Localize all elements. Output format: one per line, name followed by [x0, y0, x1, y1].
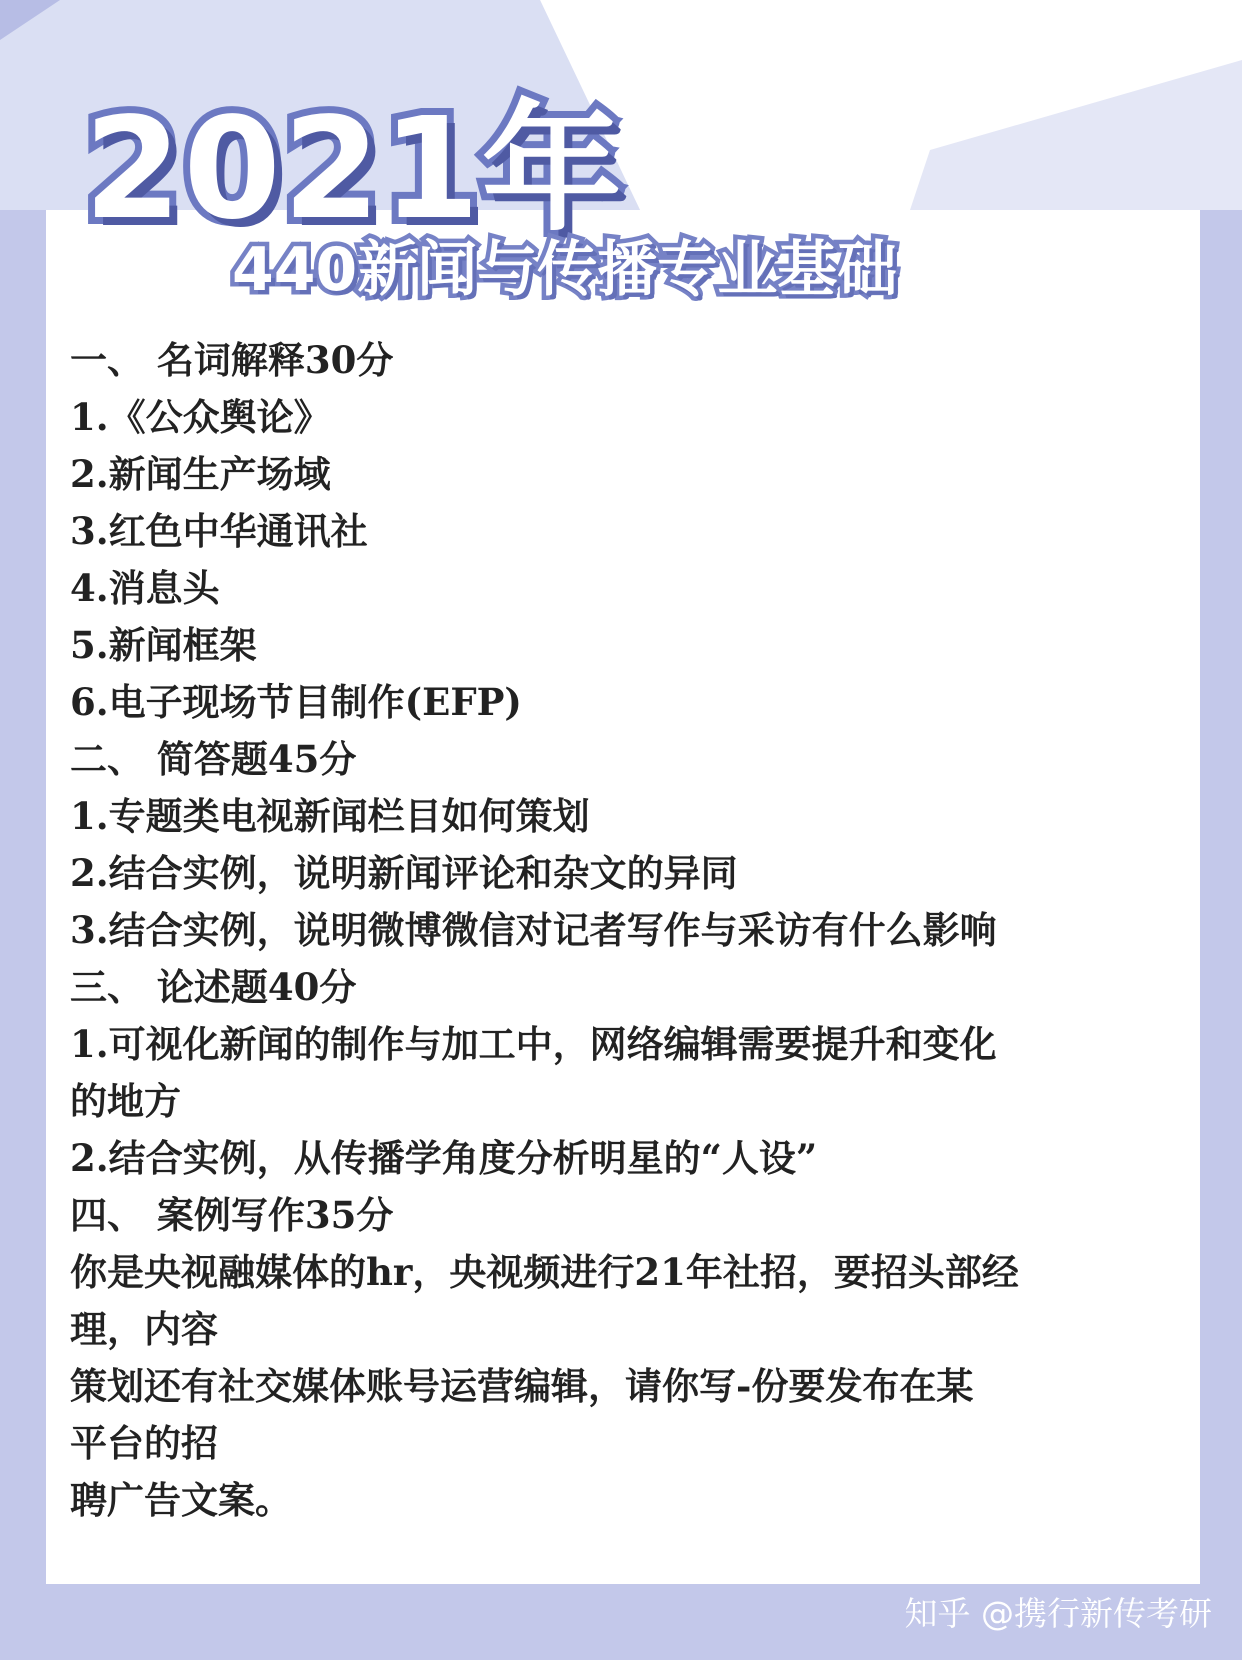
- content-line: 6.电子现场节目制作(EFP): [70, 680, 522, 724]
- content-line: 4.消息头: [70, 566, 220, 610]
- title-year: 2021年: [84, 88, 624, 251]
- content-line: 3.红色中华通讯社: [70, 509, 368, 553]
- exam-content: [70, 332, 1170, 1529]
- content-line: 策划还有社交媒体账号运营编辑，请你写-份要发布在某: [70, 1364, 974, 1408]
- content-line: 2.结合实例，从传播学角度分析明星的“人设”: [70, 1136, 818, 1180]
- content-line: 2.新闻生产场域: [70, 452, 331, 496]
- content-line: 2.结合实例，说明新闻评论和杂文的异同: [70, 851, 738, 895]
- title-subject: 440新闻与传播专业基础: [232, 235, 898, 305]
- content-line: 的地方: [70, 1079, 181, 1123]
- content-line: 平台的招: [70, 1421, 218, 1465]
- content-line: 二、 简答题45分: [70, 737, 357, 781]
- content-line: 聘广告文案。: [70, 1478, 292, 1522]
- content-line: 3.结合实例，说明微博微信对记者写作与采访有什么影响: [70, 908, 997, 952]
- content-line: 你是央视融媒体的hr，央视频进行21年社招，要招头部经: [70, 1250, 1019, 1294]
- content-line: 一、 名词解释30分: [70, 338, 394, 382]
- content-line: 三、 论述题40分: [70, 965, 357, 1009]
- watermark: 知乎 @携行新传考研: [904, 1594, 1212, 1633]
- content-line: 1.《公众舆论》: [70, 395, 331, 439]
- content-line: 四、 案例写作35分: [70, 1193, 394, 1237]
- content-line: 1.可视化新闻的制作与加工中，网络编辑需要提升和变化: [70, 1022, 997, 1066]
- content-line: 理，内容: [70, 1307, 218, 1351]
- content-line: 5.新闻框架: [70, 623, 257, 667]
- content-line: 1.专题类电视新闻栏目如何策划: [70, 794, 590, 838]
